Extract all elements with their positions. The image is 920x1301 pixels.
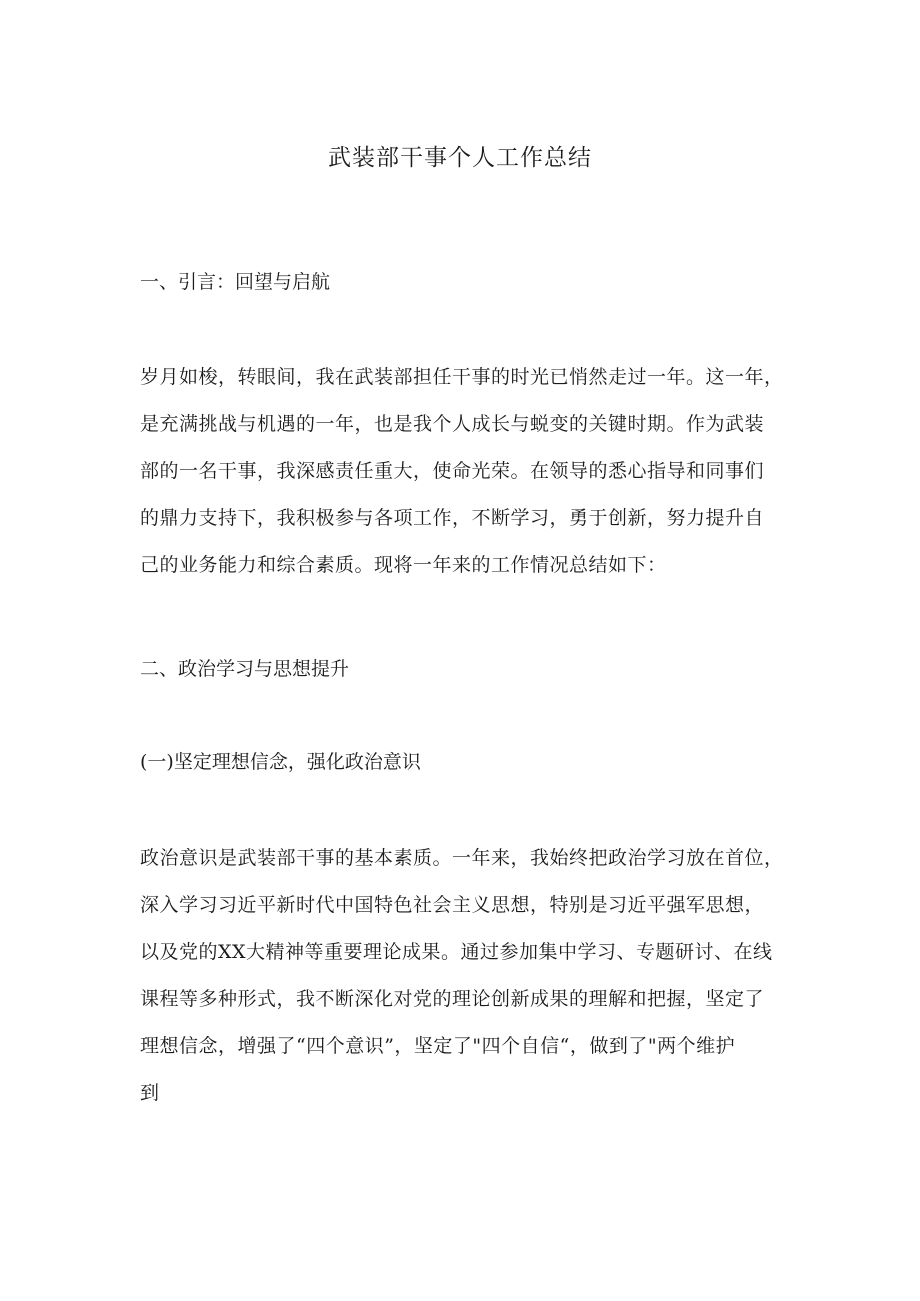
- paragraph-line: 的鼎力支持下，我积极参与各项工作，不断学习，勇于创新，努力提升自: [140, 507, 765, 529]
- political-study-paragraph: [140, 835, 805, 1117]
- document-title: 武装部干事个人工作总结: [328, 145, 592, 171]
- paragraph-line: 是充满挑战与机遇的一年，也是我个人成长与蜕变的关键时期。作为武装: [140, 413, 765, 435]
- paragraph-line: 政治意识是武装部干事的基本素质。一年来，我始终把政治学习放在首位，: [140, 847, 784, 869]
- paragraph-line: 深入学习习近平新时代中国特色社会主义思想，特别是习近平强军思想，: [140, 894, 765, 916]
- subsection-heading-ideals: (一)坚定理想信念，强化政治意识: [140, 751, 421, 773]
- introduction-paragraph: [140, 354, 805, 589]
- paragraph-line: 部的一名干事，我深感责任重大，使命光荣。在领导的悉心指导和同事们: [140, 460, 765, 482]
- paragraph-line: 到: [140, 1082, 160, 1104]
- paragraph-line: 以及党的XX大精神等重要理论成果。通过参加集中学习、专题研讨、在线: [140, 941, 773, 963]
- section-heading-political-study: 二、政治学习与思想提升: [140, 658, 350, 680]
- paragraph-line: 理想信念，增强了“四个意识”，坚定了"四个自信“，做到了"两个维护: [140, 1035, 736, 1057]
- paragraph-line: 岁月如梭，转眼间，我在武装部担任干事的时光已悄然走过一年。这一年，: [140, 366, 784, 388]
- paragraph-line: 己的业务能力和综合素质。现将一年来的工作情况总结如下：: [140, 554, 667, 576]
- section-heading-introduction: 一、引言：回望与启航: [140, 271, 331, 293]
- paragraph-line: 课程等多种形式，我不断深化对党的理论创新成果的理解和把握，坚定了: [140, 988, 765, 1010]
